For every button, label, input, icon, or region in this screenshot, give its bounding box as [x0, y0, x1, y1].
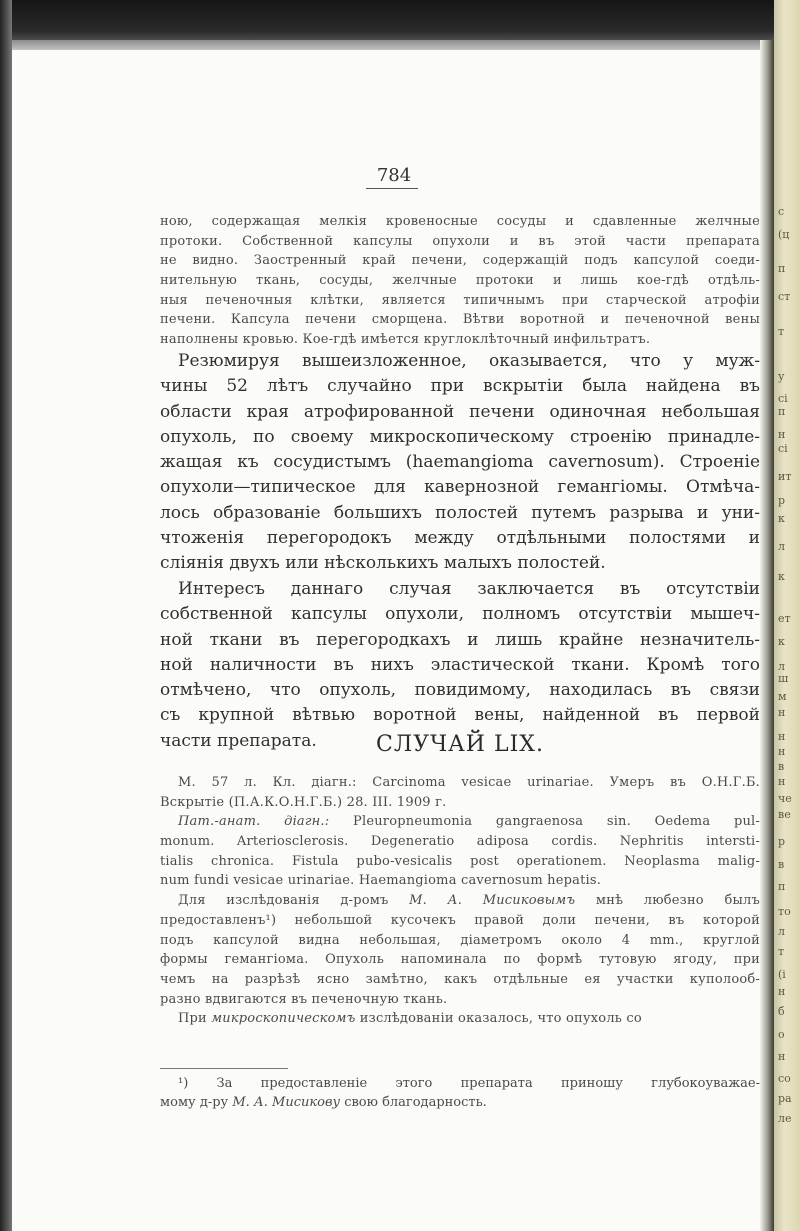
edge-fragment: со: [778, 1072, 791, 1085]
text-line: жащая къ сосудистымъ (haemangioma cavernosum). Строеніе: [160, 452, 760, 473]
text-line: monum. Arteriosclerosis. Degeneratio adiposa cordis. Nephritis intersti-: [160, 834, 760, 850]
text-line: Резюмируя вышеизложенное, оказывается, что у муж-: [178, 351, 760, 371]
text-fragment: мому д-ру: [160, 1095, 233, 1110]
edge-fragment: ле: [778, 1112, 792, 1125]
footnote-line: [160, 1093, 760, 1112]
summary-paragraph: [160, 349, 760, 577]
text-line: чемъ на разрѣзѣ ясно замѣтно, какъ отдѣльные ея участки куполооб-: [160, 971, 760, 987]
text-line: формы гемангіома. Опухоль напоминала по формѣ тутовую ягоду, при: [160, 952, 760, 968]
edge-fragment: м: [778, 690, 787, 703]
page-number-underline: [366, 188, 418, 189]
text-line: чины 52 лѣтъ случайно при вскрытіи была найдена въ: [160, 376, 760, 397]
edge-fragment: сі: [778, 442, 788, 455]
edge-fragment: с: [778, 205, 785, 218]
interest-paragraph: [160, 577, 760, 754]
text-fragment: мнѣ любезно былъ: [575, 893, 760, 909]
text-line: собственной капсулы опухоли, полномъ отсутствіи мышеч-: [160, 604, 760, 625]
patient-line: М. 57 л. Кл. діагн.: Carcinoma vesicae urinariae. Умеръ въ О.Н.Г.Б.: [178, 775, 760, 790]
text-line: печени. Капсула печени сморщена. Вѣтви воротной и печеночной вены: [160, 312, 760, 328]
text-line: части препарата.: [160, 730, 317, 751]
edge-fragment: сі: [778, 392, 788, 405]
case-details: [160, 773, 760, 1029]
pathology-line: [160, 812, 760, 832]
edge-fragment: р: [778, 835, 786, 848]
autopsy-line: Вскрытіе (П.А.К.О.Н.Г.Б.) 28. III. 1909 г.: [160, 794, 447, 810]
page-number: 784: [376, 165, 412, 186]
edge-fragment: у: [778, 370, 785, 383]
pathology-label: Пат.-анат. діагн.:: [178, 814, 330, 830]
edge-fragment: ет: [778, 612, 791, 625]
text-line: подъ капсулой видна небольшая, діаметромъ около 4 mm., круглой: [160, 932, 760, 948]
edge-fragment: б: [778, 1005, 785, 1018]
edge-fragment: т: [778, 945, 785, 958]
scan-border-top: [0, 0, 800, 44]
researcher-name: М. А. Мисиковымъ: [409, 893, 576, 909]
text-line: Интересъ даннаго случая заключается въ отсутствіи: [178, 579, 760, 599]
page-gutter-shadow: [760, 40, 774, 1231]
edge-fragment: н: [778, 775, 786, 788]
edge-fragment: (ц: [778, 228, 790, 241]
edge-fragment: (і: [778, 968, 786, 981]
text-line: области края атрофированной печени одиночная небольшая: [160, 401, 760, 422]
text-line: опухоли—типическое для кавернозной гемангіомы. Отмѣча-: [160, 477, 760, 498]
text-line: разно вдвигаются въ печеночную ткань.: [160, 991, 448, 1007]
edge-fragment: ит: [778, 470, 792, 483]
text-line: лось образованіе большихъ полостей путемъ разрыва и уни-: [160, 502, 760, 523]
text-line: предоставленъ¹) небольшой кусочекъ правой доли печени, въ которой: [160, 912, 760, 928]
text-fragment: изслѣдованіи оказалось, что опухоль со: [355, 1011, 642, 1027]
text-line: нительную ткань, сосуды, желчные протоки и лишь кое-гдѣ отдѣль-: [160, 273, 760, 289]
edge-fragment: т: [778, 325, 785, 338]
text-line: ной наличности въ нихъ эластической ткани. Кромѣ того: [160, 654, 760, 675]
text-line: опухоль, по своему микроскопическому строенію принадле-: [160, 426, 760, 447]
text-line: протоки. Собственной капсулы опухоли и въ этой части препарата: [160, 233, 760, 249]
text-fragment: При: [178, 1011, 212, 1027]
text-line: [160, 891, 760, 911]
text-line: tialis chronica. Fistula pubo-vesicalis post operationem. Neoplasma malig-: [160, 853, 760, 869]
edge-fragment: р: [778, 494, 786, 507]
text-line: ныя печеночныя клѣтки, является типичнымъ при старческой атрофіи: [160, 292, 760, 308]
edge-fragment: н: [778, 730, 786, 743]
text-line: наполнены кровью. Кое-гдѣ имѣется круглоклѣточный инфильтратъ.: [160, 332, 651, 348]
paragraph-continuation: [160, 212, 760, 350]
text-line: [160, 1009, 760, 1029]
text-line: съ крупной вѣтвью воротной вены, найденной въ первой: [160, 705, 760, 726]
edge-fragment: о: [778, 1028, 785, 1041]
edge-fragment: н: [778, 745, 786, 758]
text-line: ною, содержащая мелкія кровеносные сосуды и сдавленные желчные: [160, 214, 760, 229]
text-fragment: свою благодарность.: [340, 1095, 487, 1110]
edge-fragment: в: [778, 760, 785, 773]
footnote: [160, 1074, 760, 1112]
scan-border-left: [0, 0, 12, 1231]
text-line: num fundi vesicae urinariae. Haemangioma cavernosum hepatis.: [160, 873, 602, 889]
footnote-line: ¹) За предоставленіе этого препарата приношу глубокоуважае-: [178, 1076, 760, 1091]
text-line: отмѣчено, что опухоль, повидимому, находилась въ связи: [160, 680, 760, 701]
text-line: чтоженія перегородокъ между отдѣльными полостями и: [160, 528, 760, 549]
edge-fragment: н: [778, 428, 786, 441]
edge-fragment: ве: [778, 808, 791, 821]
text-line: не видно. Заостренный край печени, содержащій подъ капсулой соеди-: [160, 253, 760, 269]
edge-fragment: ра: [778, 1092, 792, 1105]
text-fragment: Для изслѣдованія д-ромъ: [178, 893, 410, 909]
case-heading: СЛУЧАЙ LIX.: [376, 732, 544, 757]
edge-fragment: к: [778, 512, 785, 525]
footnote-divider: [160, 1068, 288, 1069]
emphasis: микроскопическомъ: [211, 1011, 356, 1027]
edge-fragment: п: [778, 880, 786, 893]
edge-fragment: ст: [778, 290, 791, 303]
edge-fragment: л: [778, 540, 785, 553]
edge-fragment: л: [778, 660, 785, 673]
edge-fragment: н: [778, 1050, 786, 1063]
edge-fragment: п: [778, 405, 786, 418]
edge-fragment: н: [778, 985, 786, 998]
edge-fragment: че: [778, 792, 792, 805]
edge-fragment: л: [778, 925, 785, 938]
edge-fragment: в: [778, 858, 785, 871]
edge-fragment: н: [778, 706, 786, 719]
researcher-name: М. А. Мисикову: [232, 1095, 341, 1110]
edge-fragment: к: [778, 570, 785, 583]
text-line: ной ткани въ перегородкахъ и лишь крайне незначитель-: [160, 629, 760, 650]
edge-fragment: ш: [778, 672, 789, 685]
edge-fragment: то: [778, 905, 791, 918]
adjacent-page-edge: [774, 0, 800, 1231]
edge-fragment: п: [778, 262, 786, 275]
edge-fragment: к: [778, 635, 785, 648]
pathology-text: Pleuropneumonia gangraenosa sin. Oedema pul-: [353, 814, 760, 830]
text-line: сліянія двухъ или нѣсколькихъ малыхъ полостей.: [160, 553, 606, 574]
